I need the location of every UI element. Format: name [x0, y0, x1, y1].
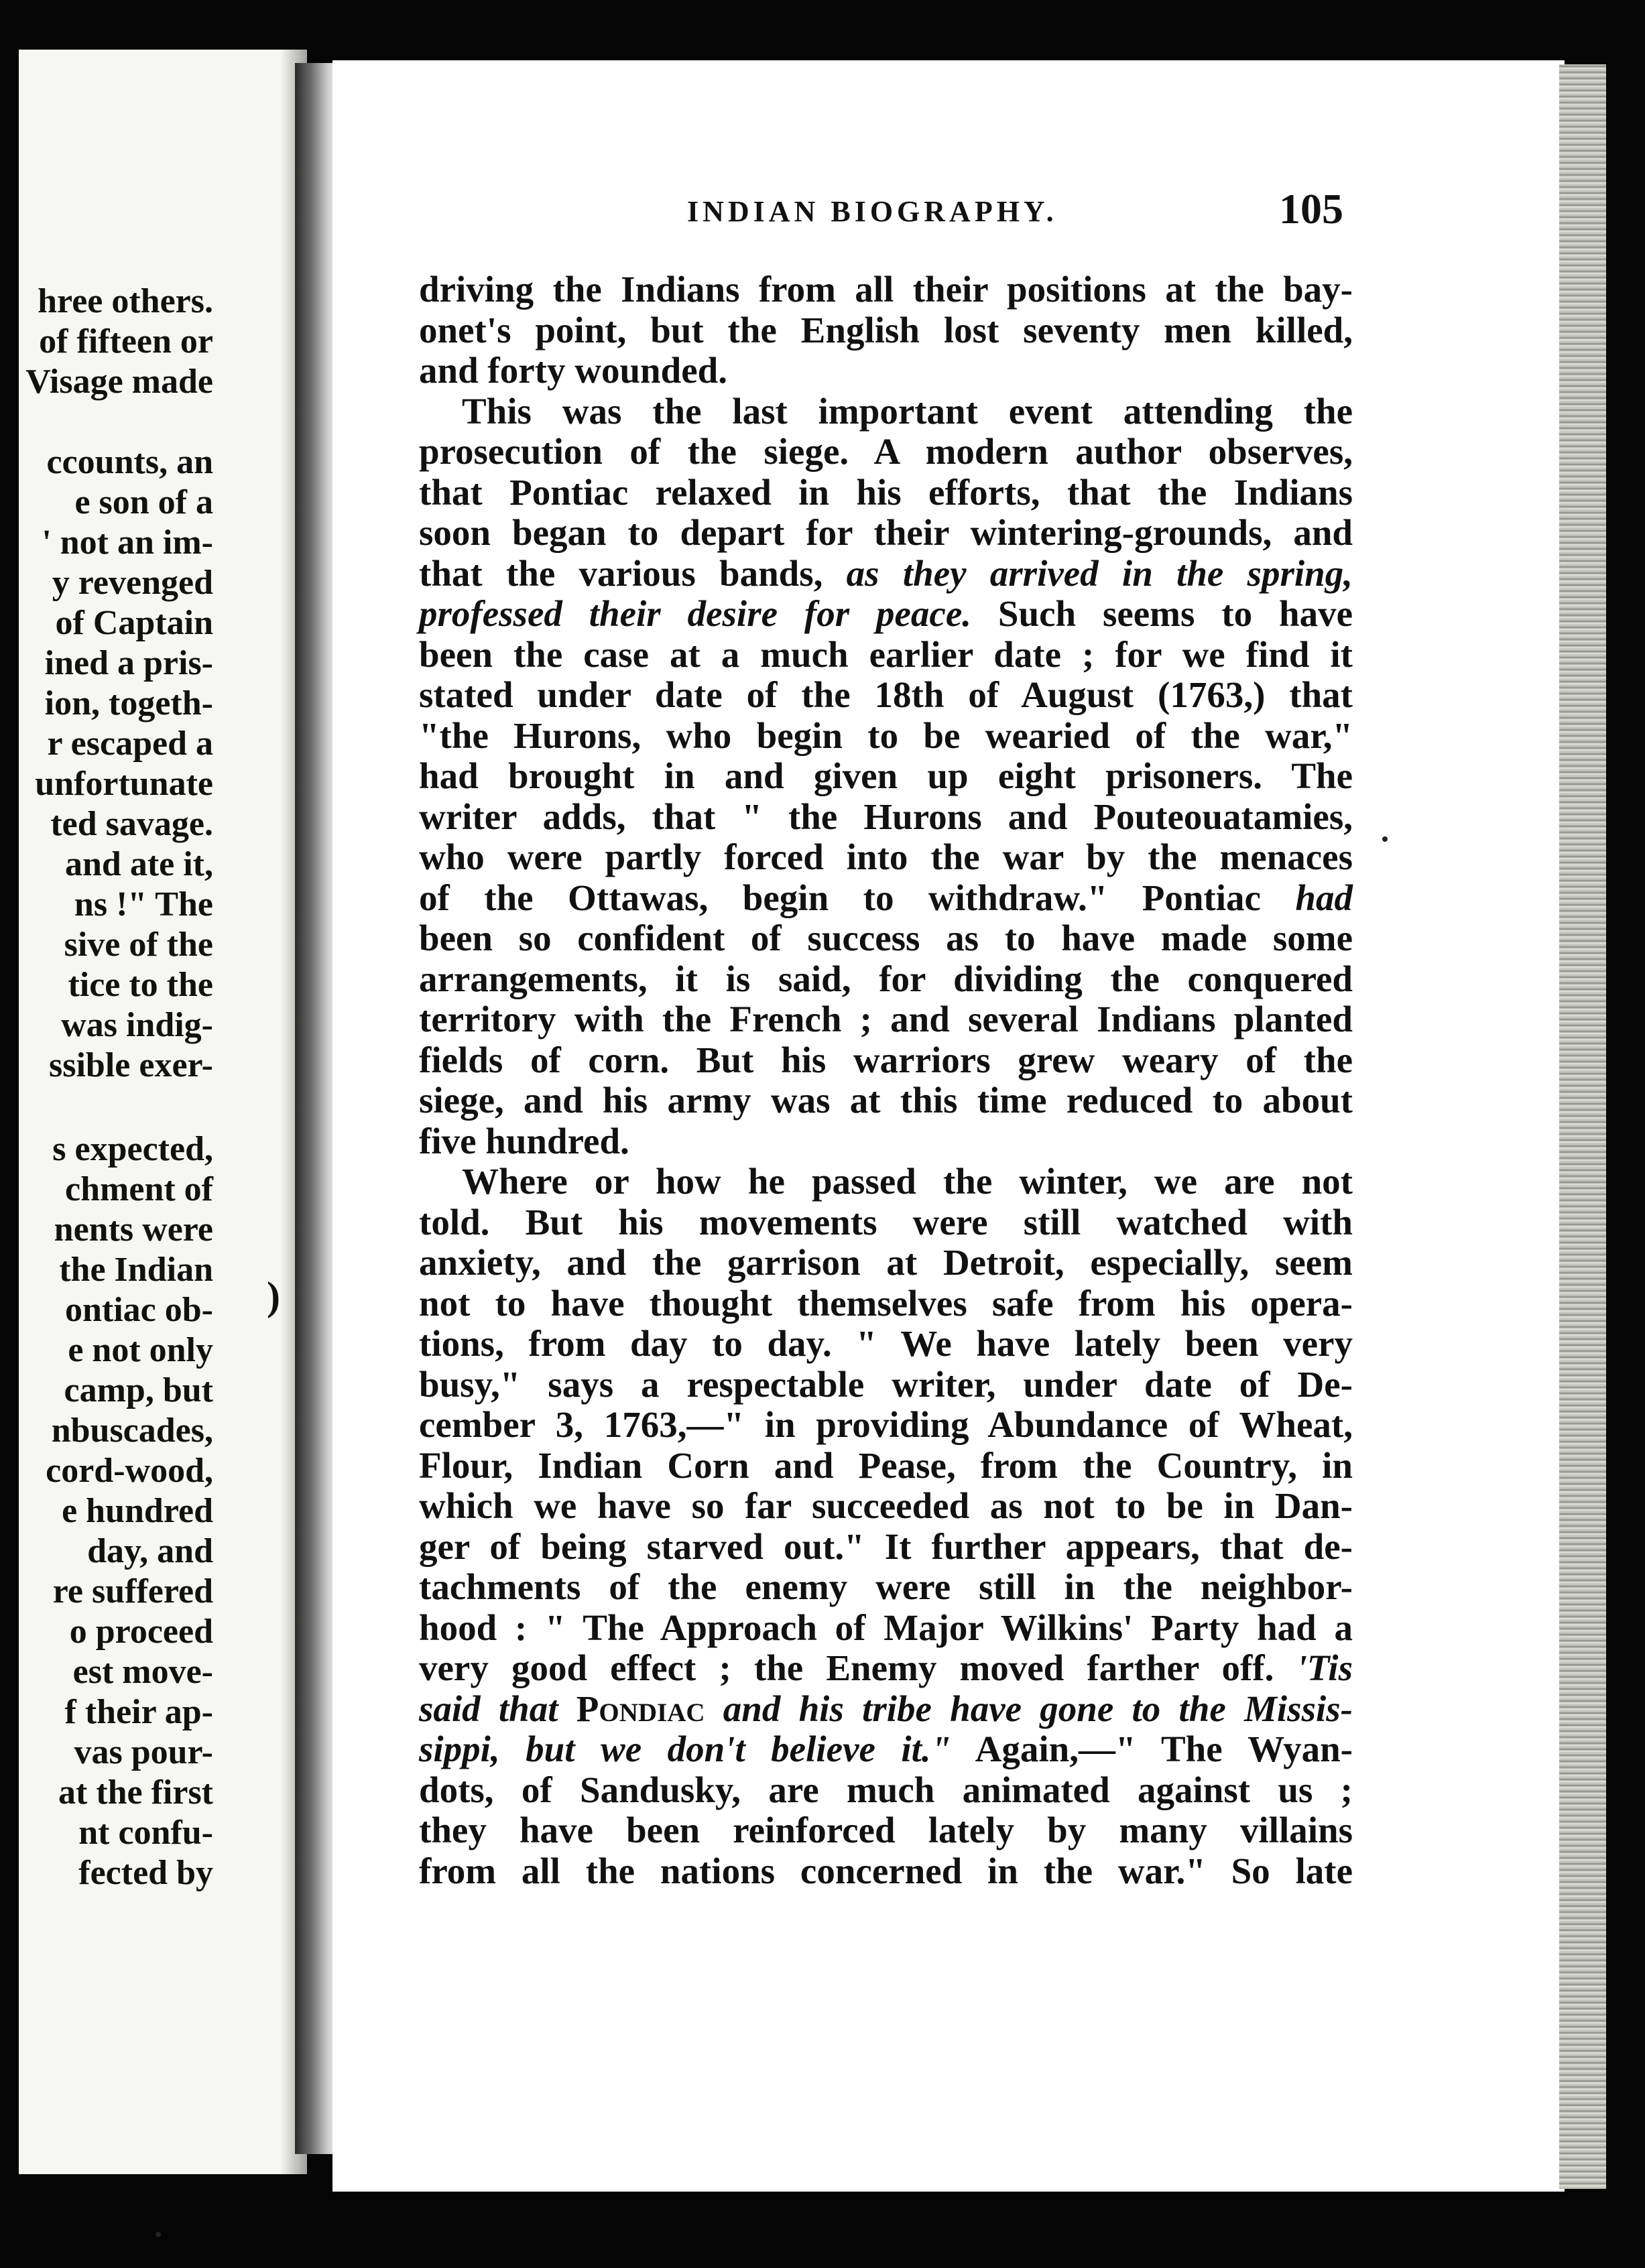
text-run: that the various bands,	[419, 552, 823, 594]
italic-run: sippi, but we don't believe it."	[419, 1728, 952, 1769]
text-line: tions, from day to day. " We have lately been very	[419, 1323, 1353, 1364]
left-line: o proceed	[69, 1613, 213, 1651]
text-line: driving the Indians from all their positions at the bay-	[419, 269, 1353, 310]
italic-run: had	[1295, 877, 1353, 918]
left-line: the Indian	[59, 1251, 213, 1289]
left-line: s expected,	[52, 1130, 213, 1168]
left-line: e son of a	[74, 483, 213, 521]
left-line: y revenged	[52, 564, 213, 602]
italic-run: said that	[419, 1688, 558, 1729]
left-line: ns !" The	[74, 885, 213, 924]
text-line: soon began to depart for their wintering-grounds, and	[419, 512, 1353, 553]
left-line: ' not an im-	[42, 523, 213, 562]
left-line: nbuscades,	[51, 1411, 213, 1450]
text-line: who were partly forced into the war by the menaces	[419, 836, 1353, 877]
text-line: writer adds, that " the Hurons and Pouteouatamies,	[419, 796, 1353, 837]
body-text	[419, 269, 1353, 1891]
left-line: of fifteen or	[39, 322, 213, 361]
text-line: siege, and his army was at this time reduced to about	[419, 1080, 1353, 1121]
text-line: territory with the French ; and several Indians planted	[419, 999, 1353, 1040]
text-run: of the Ottawas, begin to withdraw." Pontiac	[419, 877, 1261, 918]
text-line: had brought in and given up eight prisoners. The	[419, 755, 1353, 796]
italic-run: 'Tis	[1296, 1647, 1353, 1688]
text-line: tachments of the enemy were still in the neighbor-	[419, 1566, 1353, 1607]
left-line: ion, togeth-	[44, 684, 213, 722]
left-line: and ate it,	[65, 845, 213, 883]
text-line: onet's point, but the English lost seventy men killed,	[419, 309, 1353, 351]
left-line: at the first	[58, 1773, 213, 1812]
text-run: Such seems to have	[997, 593, 1353, 634]
left-line: e not only	[68, 1331, 213, 1369]
page-fore-edge	[1559, 64, 1606, 2189]
text-line: This was the last important event attending the	[462, 390, 1353, 432]
text-line	[419, 594, 1353, 635]
text-line: "the Hurons, who begin to be wearied of the war,"	[419, 714, 1353, 756]
left-line: sive of the	[64, 926, 213, 964]
left-line: ted savage.	[50, 805, 213, 843]
left-facing-page	[19, 50, 307, 2174]
text-run: Again,—" The Wyan-	[975, 1728, 1353, 1769]
text-line: anxiety, and the garrison at Detroit, especially, seem	[419, 1242, 1353, 1283]
left-line: day, and	[87, 1532, 213, 1570]
left-line: nt confu-	[78, 1814, 213, 1852]
text-line: Flour, Indian Corn and Pease, from the Country, in	[419, 1444, 1353, 1486]
paper-speck	[1382, 836, 1388, 842]
text-line: cember 3, 1763,—" in providing Abundance of Wheat,	[419, 1404, 1353, 1445]
text-line: ger of being starved out." It further appears, that de-	[419, 1525, 1353, 1567]
text-line: busy," says a respectable writer, under date of De-	[419, 1363, 1353, 1405]
left-line: cord-wood,	[46, 1452, 213, 1490]
left-line: f their ap-	[64, 1693, 213, 1731]
text-line: not to have thought themselves safe from his opera-	[419, 1282, 1353, 1324]
paper-speck	[156, 2232, 161, 2237]
text-line: Where or how he passed the winter, we are not	[462, 1161, 1353, 1202]
text-line: that Pontiac relaxed in his efforts, that the Indians	[419, 471, 1353, 513]
text-line	[419, 1689, 1353, 1730]
text-line: five hundred.	[419, 1120, 629, 1161]
text-run: very good effect ; the Enemy moved farther off.	[419, 1647, 1274, 1688]
smallcaps-run: Pondiac	[576, 1688, 705, 1729]
left-line: Visage made	[25, 363, 213, 401]
left-line: chment of	[65, 1170, 213, 1208]
text-line	[419, 554, 1353, 594]
gutter-mark: )	[267, 1274, 280, 1318]
left-line: camp, but	[64, 1371, 213, 1409]
left-line: was indig-	[61, 1006, 213, 1044]
left-line: nents were	[54, 1210, 213, 1249]
text-line: fields of corn. But his warriors grew weary of the	[419, 1039, 1353, 1080]
text-line: stated under date of the 18th of August (1763,) that	[419, 674, 1353, 715]
running-head: INDIAN BIOGRAPHY.	[687, 195, 1058, 228]
text-line: prosecution of the siege. A modern author observes,	[419, 431, 1353, 472]
left-line: ssible exer-	[49, 1046, 213, 1084]
text-line: they have been reinforced lately by many villains	[419, 1810, 1353, 1850]
text-line: hood : " The Approach of Major Wilkins' Party had a	[419, 1606, 1353, 1648]
text-line: been so confident of success as to have made some	[419, 918, 1353, 958]
left-line: ccounts, an	[46, 443, 213, 481]
text-line: been the case at a much earlier date ; for we find it	[419, 633, 1353, 675]
left-line: unfortunate	[35, 765, 213, 803]
text-line	[419, 1729, 1353, 1770]
text-line: from all the nations concerned in the war." So late	[419, 1850, 1353, 1891]
book-gutter	[295, 63, 335, 2154]
italic-run: as they arrived in the spring,	[846, 552, 1353, 594]
left-line: fected by	[78, 1854, 213, 1892]
text-line	[419, 878, 1353, 919]
text-line: dots, of Sandusky, are much animated against us ;	[419, 1769, 1353, 1810]
left-line: ined a pris-	[44, 644, 213, 682]
text-line: and forty wounded.	[419, 350, 727, 391]
page-number: 105	[1279, 185, 1343, 233]
left-line: re suffered	[52, 1572, 213, 1611]
left-line: of Captain	[55, 604, 213, 642]
text-line: which we have so far succeeded as not to be in Dan-	[419, 1485, 1353, 1526]
left-line: tice to the	[68, 966, 213, 1004]
italic-run: and his tribe have gone to the Missis-	[723, 1688, 1353, 1729]
left-line: est move-	[72, 1653, 213, 1691]
left-line: hree others.	[38, 282, 213, 320]
left-line: e hundred	[62, 1492, 213, 1530]
text-line	[419, 1648, 1353, 1689]
left-line: ontiac ob-	[65, 1291, 213, 1329]
text-line: arrangements, it is said, for dividing the conquered	[419, 958, 1353, 999]
italic-run: professed their desire for peace.	[419, 593, 971, 634]
text-line: told. But his movements were still watched with	[419, 1201, 1353, 1243]
left-line: vas pour-	[74, 1733, 213, 1771]
left-line: r escaped a	[47, 724, 213, 763]
